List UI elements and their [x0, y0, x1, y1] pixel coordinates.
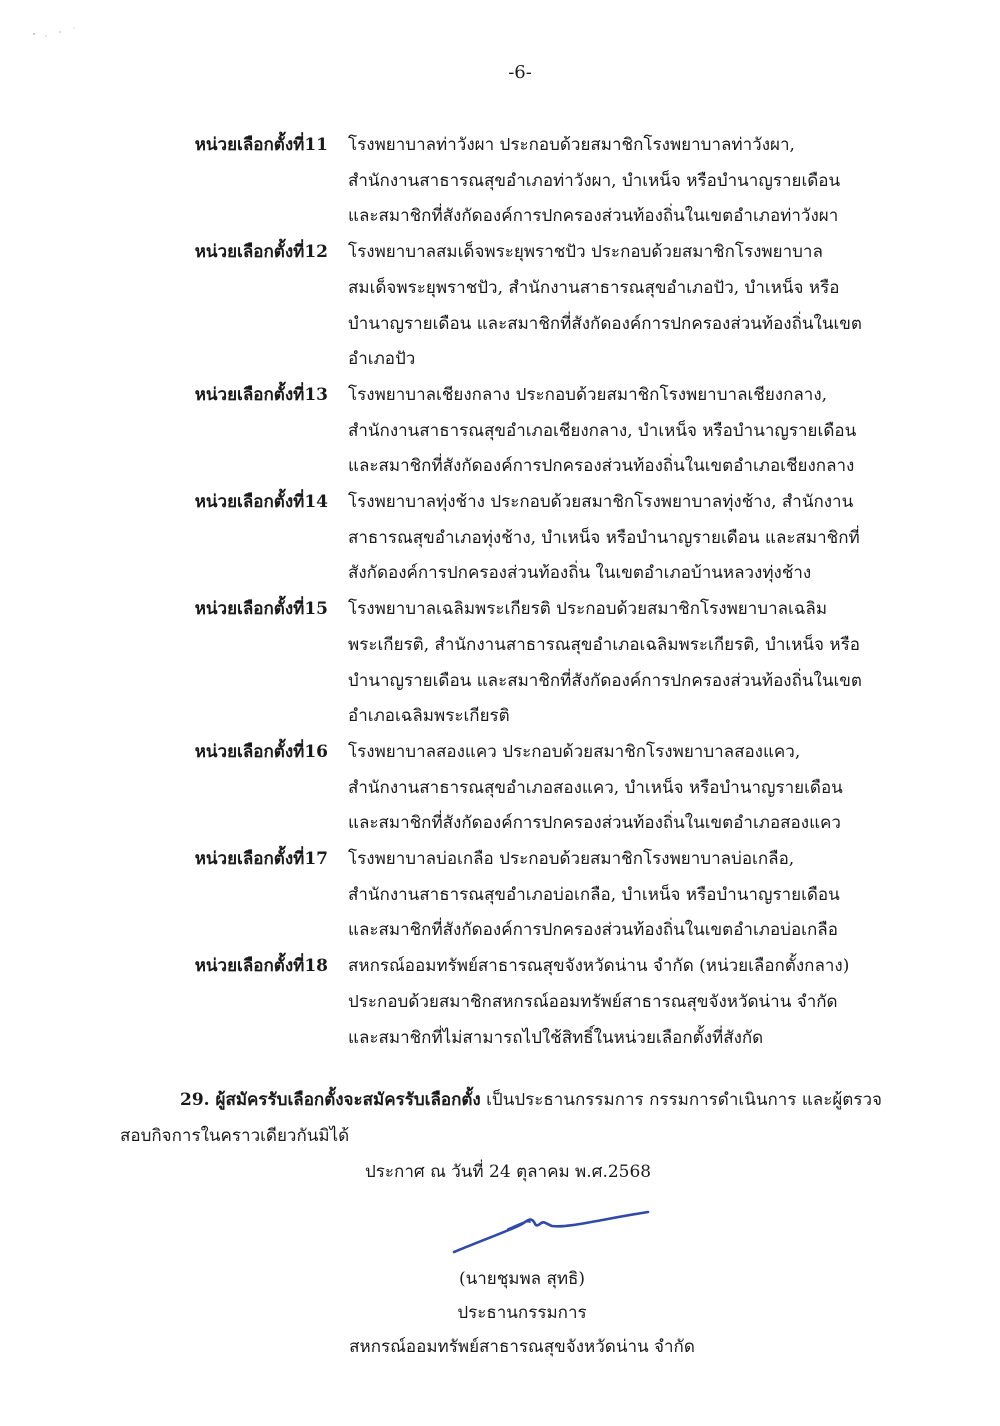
description-line: สำนักงานสาธารณสุขอำเภอเชียงกลาง, บำเหน็จ หรือบำนาญรายเดือน [348, 420, 857, 441]
description-line: โรงพยาบาลเชียงกลาง ประกอบด้วยสมาชิกโรงพยาบาลเชียงกลาง, [348, 384, 828, 405]
clause-29-text: เป็นประธานกรรมการ กรรมการดำเนินการ และผู้ตรวจ [480, 1090, 882, 1110]
description-line: และสมาชิกที่สังกัดองค์การปกครองส่วนท้องถิ่นในเขตอำเภอเชียงกลาง [348, 456, 855, 477]
polling-unit-17 [0, 842, 1000, 949]
description-line: และสมาชิกที่สังกัดองค์การปกครองส่วนท้องถิ่นในเขตอำเภอสองแคว [348, 813, 841, 834]
polling-unit-label: หน่วยเลือกตั้งที่12 [194, 242, 328, 263]
clause-29-continuation: สอบกิจการในคราวเดียวกันมิได้ [120, 1126, 350, 1146]
description-line: สำนักงานสาธารณสุขอำเภอสองแคว, บำเหน็จ หรือบำนาญรายเดือน [348, 777, 843, 798]
clause-29 [120, 1082, 940, 1154]
polling-unit-15 [0, 592, 1000, 735]
description-line: โรงพยาบาลเฉลิมพระเกียรติ ประกอบด้วยสมาชิกโรงพยาบาลเฉลิม [348, 599, 828, 620]
polling-unit-description [348, 592, 862, 735]
polling-unit-description [348, 128, 840, 235]
polling-unit-12 [0, 235, 1000, 378]
scan-speck-mark [28, 22, 88, 42]
polling-unit-label: หน่วยเลือกตั้งที่13 [194, 384, 328, 405]
polling-unit-label: หน่วยเลือกตั้งที่11 [194, 135, 328, 155]
signer-block [0, 1262, 1000, 1364]
description-line: และสมาชิกที่สังกัดองค์การปกครองส่วนท้องถิ่นในเขตอำเภอท่าวังผา [348, 206, 839, 227]
handwritten-signature [448, 1198, 658, 1260]
description-line: อำเภอปัว [348, 349, 416, 370]
polling-unit-13 [0, 378, 1000, 485]
description-line: สหกรณ์ออมทรัพย์สาธารณสุขจังหวัดน่าน จำกัด (หน่วยเลือกตั้งกลาง) [348, 956, 850, 977]
description-line: ประกอบด้วยสมาชิกสหกรณ์ออมทรัพย์สาธารณสุขจังหวัดน่าน จำกัด [348, 991, 838, 1012]
signer-organization: สหกรณ์ออมทรัพย์สาธารณสุขจังหวัดน่าน จำกัด [349, 1337, 695, 1357]
description-line: สมเด็จพระยุพราชปัว, สำนักงานสาธารณสุขอำเภอปัว, บำเหน็จ หรือ [348, 277, 840, 298]
announcement-date: ประกาศ ณ วันที่ 24 ตุลาคม พ.ศ.2568 [365, 1162, 652, 1182]
description-line: โรงพยาบาลสมเด็จพระยุพราชปัว ประกอบด้วยสมาชิกโรงพยาบาล [348, 242, 823, 263]
polling-unit-18 [0, 949, 1000, 1056]
polling-unit-14 [0, 485, 1000, 592]
description-line: สำนักงานสาธารณสุขอำเภอท่าวังผา, บำเหน็จ หรือบำนาญรายเดือน [348, 170, 841, 191]
description-line: อำเภอเฉลิมพระเกียรติ [348, 706, 510, 727]
description-line: โรงพยาบาลสองแคว ประกอบด้วยสมาชิกโรงพยาบาลสองแคว, [348, 741, 801, 762]
clause-29-first-line [120, 1082, 940, 1118]
polling-unit-label: หน่วยเลือกตั้งที่15 [194, 599, 328, 620]
description-line: โรงพยาบาลท่าวังผา ประกอบด้วยสมาชิกโรงพยาบาลท่าวังผา, [348, 135, 795, 155]
description-line: สำนักงานสาธารณสุขอำเภอบ่อเกลือ, บำเหน็จ หรือบำนาญรายเดือน [348, 884, 840, 905]
description-line: โรงพยาบาลทุ่งช้าง ประกอบด้วยสมาชิกโรงพยาบาลทุ่งช้าง, สำนักงาน [348, 492, 854, 513]
polling-unit-16 [0, 735, 1000, 842]
description-line: โรงพยาบาลบ่อเกลือ ประกอบด้วยสมาชิกโรงพยาบาลบ่อเกลือ, [348, 849, 795, 870]
page-number: -6- [508, 62, 532, 83]
signer-name: (นายชุมพล สุทธิ) [458, 1269, 586, 1289]
polling-unit-description [348, 485, 860, 592]
polling-unit-label: หน่วยเลือกตั้งที่18 [194, 956, 328, 977]
clause-29-heading: 29. ผู้สมัครรับเลือกตั้งจะสมัครรับเลือกตั้ง [180, 1090, 481, 1110]
polling-unit-label: หน่วยเลือกตั้งที่14 [194, 492, 328, 513]
description-line: สังกัดองค์การปกครองส่วนท้องถิ่น ในเขตอำเภอบ้านหลวงทุ่งช้าง [348, 563, 812, 584]
polling-unit-description [348, 949, 849, 1056]
polling-unit-description [348, 735, 843, 842]
description-line: สาธารณสุขอำเภอทุ่งช้าง, บำเหน็จ หรือบำนาญรายเดือน และสมาชิกที่ [348, 527, 860, 548]
polling-unit-11 [0, 128, 1000, 235]
polling-unit-label: หน่วยเลือกตั้งที่16 [194, 741, 328, 762]
polling-unit-description [348, 235, 862, 378]
description-line: บำนาญรายเดือน และสมาชิกที่สังกัดองค์การปกครองส่วนท้องถิ่นในเขต [348, 670, 862, 691]
polling-unit-label: หน่วยเลือกตั้งที่17 [194, 849, 328, 870]
description-line: และสมาชิกที่ไม่สามารถไปใช้สิทธิ์ในหน่วยเลือกตั้งที่สังกัด [348, 1027, 764, 1048]
polling-unit-description [348, 842, 840, 949]
description-line: พระเกียรติ, สำนักงานสาธารณสุขอำเภอเฉลิมพระเกียรติ, บำเหน็จ หรือ [348, 634, 860, 655]
polling-units-list [0, 128, 1000, 1056]
signer-title: ประธานกรรมการ [457, 1303, 587, 1323]
description-line: และสมาชิกที่สังกัดองค์การปกครองส่วนท้องถิ่นในเขตอำเภอบ่อเกลือ [348, 920, 838, 941]
polling-unit-description [348, 378, 856, 485]
description-line: บำนาญรายเดือน และสมาชิกที่สังกัดองค์การปกครองส่วนท้องถิ่นในเขต [348, 313, 862, 334]
